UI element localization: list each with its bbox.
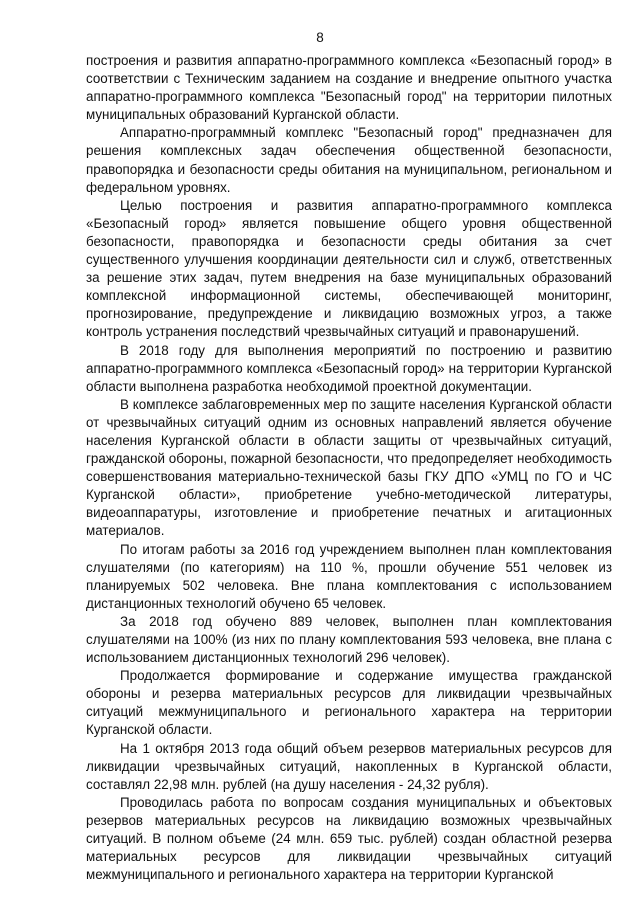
- paragraph-7: За 2018 год обучено 889 человек, выполнен план комплектования слушателями на 100% (из них по плану комплектования 593 человека, вне плана с использованием дистанционных технологий 296 человек).: [86, 613, 612, 666]
- paragraph-4: В 2018 году для выполнения мероприятий по построению и развитию аппаратно-программного комплекса «Безопасный город» на территории Курганской области выполнена разработка необходимой проектной документации.: [86, 342, 612, 394]
- paragraph-9: На 1 октября 2013 года общий объем резервов материальных ресурсов для ликвидации чрезвычайных ситуаций, накопленных в Курганской области, составлял 22,98 млн. рублей (на душу населения - 24,32 рубля).: [86, 740, 612, 792]
- paragraph-2: Аппаратно-программный комплекс "Безопасный город" предназначен для решения комплексных задач обеспечения общественной безопасности, правопорядка и безопасности среды обитания на муниципальном, региональном и федеральном уровнях.: [86, 125, 612, 195]
- paragraph-6: По итогам работы за 2016 год учреждением выполнен план комплектования слушателями (по категориям) на 110 %, прошли обучение 551 человек из планируемых 502 человека. Вне плана комплектования с использованием дистанционных технологий обучено 65 человек.: [86, 541, 612, 611]
- document-body: [86, 52, 612, 884]
- paragraph-5: В комплексе заблаговременных мер по защите населения Курганской области от чрезвычайных ситуаций одним из основных направлений является обучение населения Курганской области в области защиты от чрезвычайных ситуаций, гражданской обороны, пожарной безопасности, что предопределяет необходимость совершенствования материально-технической базы ГКУ ДПО «УМЦ по ГО и ЧС Курганской области», приобретение учебно-методической литературы, видеоаппаратуры, изготовление и приобретение печатных и агитационных материалов.: [86, 396, 612, 539]
- paragraph-1: построения и развития аппаратно-программного комплекса «Безопасный город» в соответствии с Техническим заданием на создание и внедрение опытного участка аппаратно-программного комплекса "Безопасный город" на территории пилотных муниципальных образований Курганской области.: [86, 53, 612, 123]
- page-number: 8: [316, 30, 324, 45]
- paragraph-3: Целью построения и развития аппаратно-программного комплекса «Безопасный город» является повышение общего уровня общественной безопасности, правопорядка и безопасности среды обитания за счет существенного улучшения координации деятельности сил и служб, ответственных за решение этих задач, путем внедрения на базе муниципальных образований комплексной информационной системы, обеспечивающей мониторинг, прогнозирование, предупреждение и ликвидацию возможных угроз, а также контроль устранения последствий чрезвычайных ситуаций и правонарушений.: [86, 197, 612, 340]
- paragraph-8: Продолжается формирование и содержание имущества гражданской обороны и резерва материальных ресурсов для ликвидации чрезвычайных ситуаций межмуниципального и регионального характера на территории Курганской области.: [86, 668, 612, 738]
- paragraph-10: Проводилась работа по вопросам создания муниципальных и объектовых резервов материальных ресурсов на ликвидацию возможных чрезвычайных ситуаций. В полном объеме (24 млн. 659 тыс. рублей) создан областной резерва материальных ресурсов для ликвидации чрезвычайных ситуаций межмуниципального и регионального характера на территории Курганской: [86, 794, 612, 883]
